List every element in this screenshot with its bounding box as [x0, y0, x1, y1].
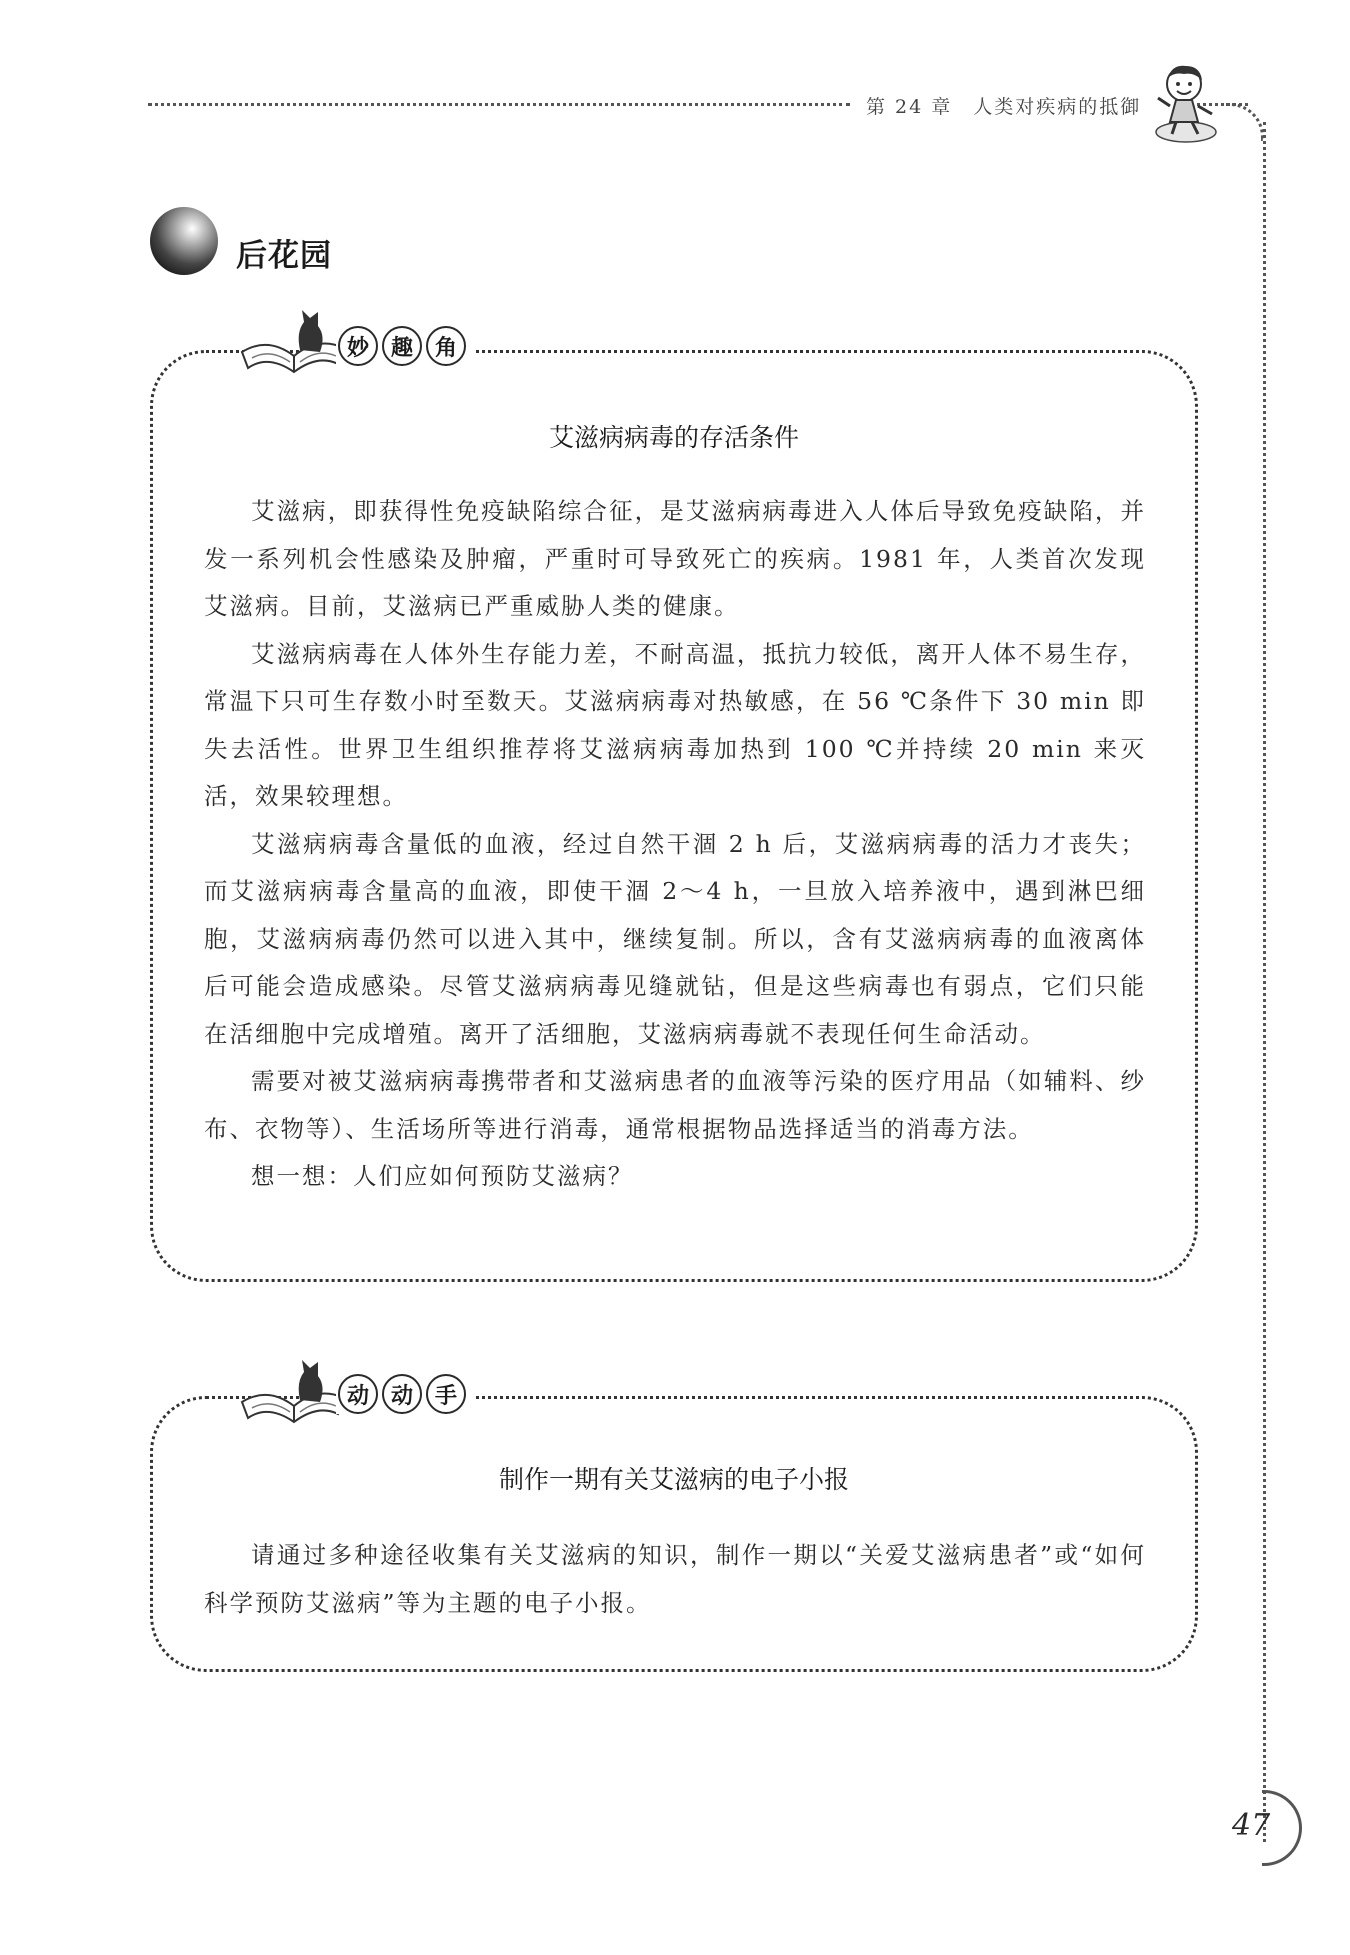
- paragraph: 请通过多种途径收集有关艾滋病的知识，制作一期以“关爱艾滋病患者”或“如何科学预防艾滋病”等为主题的电子小报。: [204, 1541, 1146, 1617]
- sphere-icon: [148, 205, 220, 277]
- paragraph: 想一想：人们应如何预防艾滋病？: [251, 1162, 634, 1190]
- article-title: 制作一期有关艾滋病的电子小报: [498, 1465, 849, 1494]
- chapter-title: 第 24 章 人类对疾病的抵御: [866, 96, 1142, 118]
- section-title: 后花园: [236, 238, 332, 274]
- article-body: [204, 488, 1146, 1201]
- paragraph: 艾滋病，即获得性免疫缺陷综合征，是艾滋病病毒进入人体后导致免疫缺陷，并发一系列机会性感染及肿瘤，严重时可导致死亡的疾病。1981 年，人类首次发现艾滋病。目前，艾滋病已严重威胁人类的健康。: [204, 497, 1146, 620]
- tab-char: 趣: [382, 326, 422, 366]
- open-book-cat-icon: [238, 302, 348, 382]
- header-dotted-rule: [148, 103, 850, 106]
- paragraph: 需要对被艾滋病病毒携带者和艾滋病患者的血液等污染的医疗用品（如辅料、纱布、衣物等）、生活场所等进行消毒，通常根据物品选择适当的消毒方法。: [204, 1067, 1146, 1143]
- tab-char: 手: [426, 1374, 466, 1414]
- open-book-cat-icon: [238, 1352, 348, 1432]
- cartoon-boy-icon: [1150, 58, 1220, 144]
- tab-char: 角: [426, 326, 466, 366]
- hands-on-tab: [336, 1374, 474, 1414]
- page-number: 47: [1232, 1808, 1271, 1843]
- header-corner-curve: [1226, 103, 1264, 141]
- fun-corner-tab: [336, 326, 474, 366]
- tab-char: 妙: [338, 326, 378, 366]
- paragraph: 艾滋病病毒在人体外生存能力差，不耐高温，抵抗力较低，离开人体不易生存，常温下只可生存数小时至数天。艾滋病病毒对热敏感，在 56 ℃条件下 30 min 即失去活性。世界卫生组织推荐将艾滋病病毒加热到 100 ℃并持续 20 min 来灭活，效果较理想。: [204, 639, 1146, 810]
- article-title: 艾滋病病毒的存活条件: [548, 423, 799, 452]
- right-dotted-rule: [1263, 122, 1266, 1842]
- tab-char: 动: [338, 1374, 378, 1414]
- paragraph: 艾滋病病毒含量低的血液，经过自然干涸 2 h 后，艾滋病病毒的活力才丧失；而艾滋病病毒含量高的血液，即使干涸 2～4 h，一旦放入培养液中，遇到淋巴细胞，艾滋病病毒仍然可以进入其中，继续复制。所以，含有艾滋病病毒的血液离体后可能会造成感染。尽管艾滋病病毒见缝就钻，但是这些病毒也有弱点，它们只能在活细胞中完成增殖。离开了活细胞，艾滋病病毒就不表现任何生命活动。: [204, 829, 1146, 1048]
- tab-char: 动: [382, 1374, 422, 1414]
- article-body: [204, 1532, 1146, 1627]
